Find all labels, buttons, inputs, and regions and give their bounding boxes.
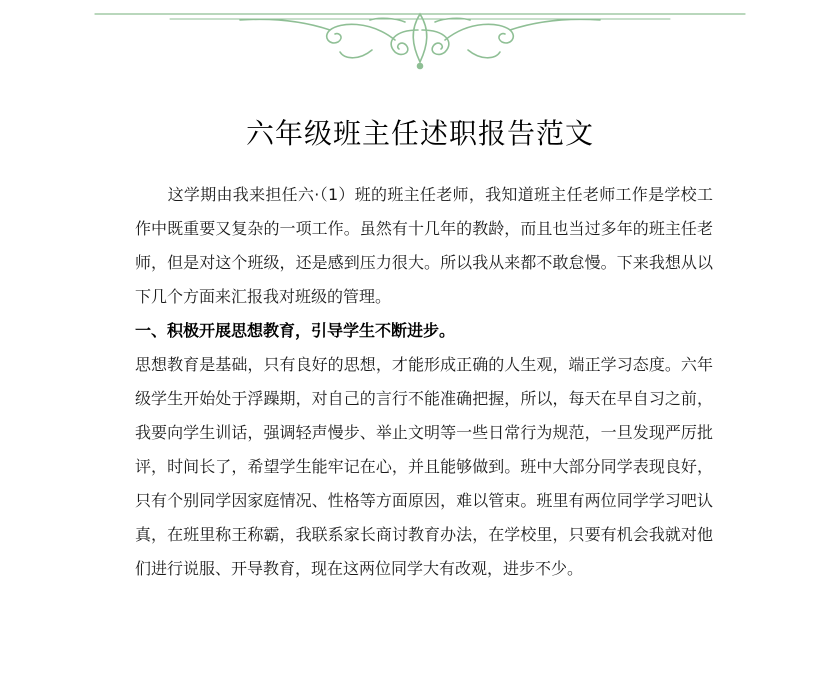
intro-paragraph: 这学期由我来担任六·（1）班的班主任老师，我知道班主任老师工作是学校工作中既重要又复杂的一项工作。虽然有十几年的教龄，而且也当过多年的班主任老师，但是对这个班级，还是感到压力很大。所以我从来都不敢怠慢。下来我想从以下几个方面来汇报我对班级的管理。 xyxy=(135,185,713,306)
section-1-heading: 一、积极开展思想教育，引导学生不断进步。 xyxy=(135,321,456,340)
decorative-flourish-icon xyxy=(0,0,840,80)
section-1-paragraph: 思想教育是基础，只有良好的思想，才能形成正确的人生观，端正学习态度。六年级学生开始处于浮躁期，对自己的言行不能准确把握，所以，每天在早自习之前，我要向学生训话，强调轻声慢步、举止文明等一些日常行为规范，一旦发现严厉批评，时间长了，希望学生能牢记在心，并且能够做到。班中大部分同学表现良好，只有个别同学因家庭情况、性格等方面原因，难以管束。班里有两位同学学习吧认真，在班里称王称霸，我联系家长商讨教育办法，在学校里，只要有机会我就对他们进行说服、开导教育，现在这两位同学大有改观，进步不少。 xyxy=(135,355,713,578)
document-title: 六年级班主任述职报告范文 xyxy=(245,117,594,150)
document-body xyxy=(135,178,713,586)
